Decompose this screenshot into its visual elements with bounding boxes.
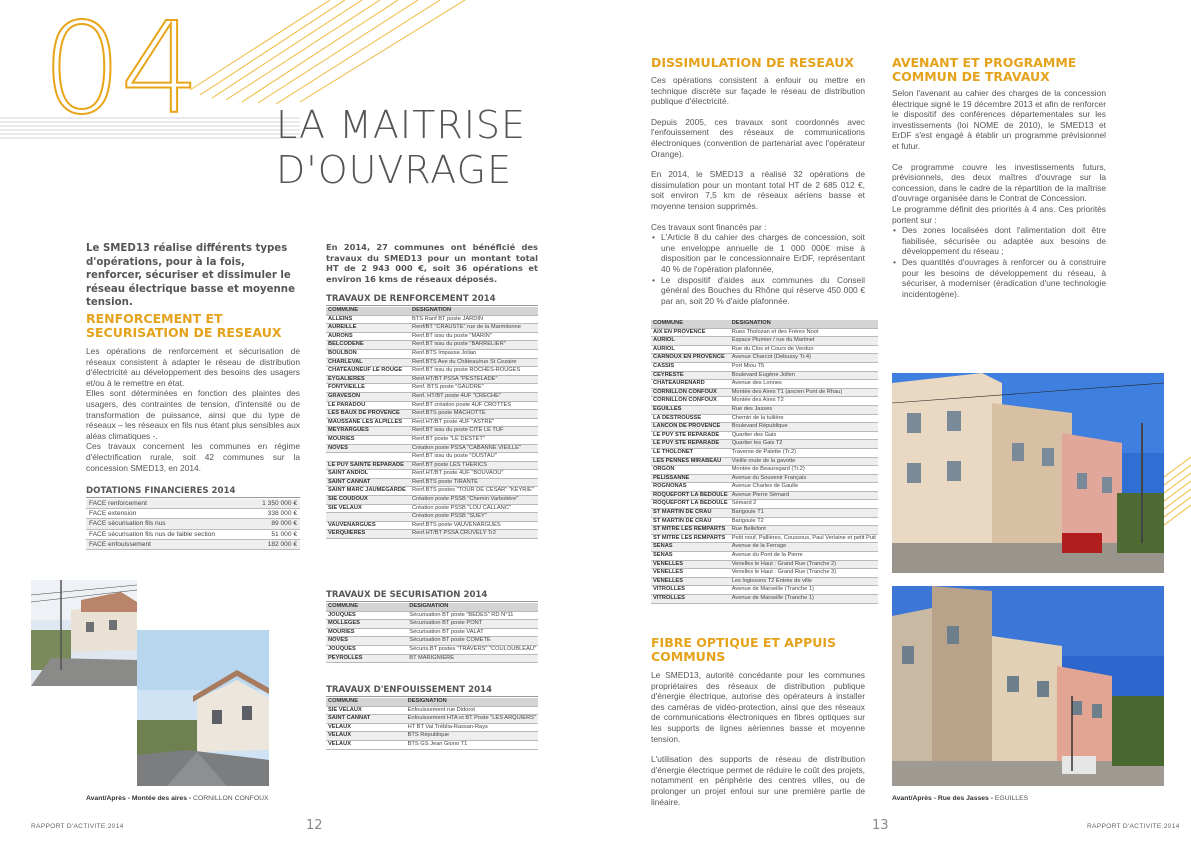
commune-cell: MOURIES: [326, 435, 410, 444]
commune-cell: SIE VELAUX: [326, 706, 406, 715]
table-row: [651, 371, 878, 380]
designation-cell: Montée de Beauregard (Tr.2): [730, 466, 878, 475]
designation-cell: Chemin de la tuilière: [730, 414, 878, 423]
dotation-row: [86, 499, 300, 509]
designation-cell: Avenue de la Ferrage: [730, 543, 878, 552]
designation-cell: Avenue de Marseille (Tranche 1): [730, 586, 878, 595]
dissimulation-table: COMMUNE DESIGNATION AIX EN PROVENCE Rues Tholozan et des Frères Noot AURIOL Espace Plumier / rue du Martinet AURIOL Rue du Clos et Cours de Verdun CARNOUX EN PROVENCE Avenue Charcot (Debussy Tr.4) CASSIS Port Miou T5 CEYRESTE Boulevard Eugène Jollen CHATEAURENARD Avenue des Lonnes CORNILLON CONFOUX Montée des Aires T1 (ancien Pont de Rhau) CORNILLON CONFOUX Montée des Aires T2 EGUILLES Rue des Jasses LA DESTROUSSE Chemin de la tuilière LANCON DE PROVENCE Boulevard République LE PUY STE REPARADE Quartier des Gais LE PUY STE REPARADE Quartier les Gais T2 LE THOLONET Traverse de Palette (Tr.2) LES PENNES MIRABEAU Vieille route de la gavotte ORGON Montée de Beauregard (Tr.2) PELISSANNE Avenue du Souvenir Français ROGNONAS Avenue Charles de Gaulle ROQUEFORT LA BEDOULE Avenue Pierre Sémard ROQUEFORT LA BEDOULE Sémard 2 ST MARTIN DE CRAU Barigoule T1 ST MARTIN DE CRAU Barigoule T2 ST MITRE LES REMPARTS Rue Bellefont ST MITRE LES REMPARTS Petit nouf, Pallières, Coussous, Paul Verlaine et petit Puit SENAS Avenue de la Ferrage SENAS Avenue du Pont de la Pierre VENELLES Venelles le Haut : Grand Rue (Tranche 2) VENELLES Venelles le Haut : Grand Rue (Tranche 3) VENELLES Les logissons T2 Entrée de ville VITROLLES Avenue de Marseille (Tranche 1) VITROLLES Avenue de Marseille (Tranche 1): [651, 320, 865, 604]
commune-cell: JOUQUES: [326, 611, 407, 620]
table-row: [326, 349, 538, 358]
commune-cell: LE PUY STE REPARADE: [651, 440, 730, 449]
designation-cell: Renf.HT/BT poste 4UF "BOUVAOU": [410, 470, 538, 479]
commune-cell: ST MARTIN DE CRAU: [651, 517, 730, 526]
enfouissement-table-title: TRAVAUX D'ENFOUISSEMENT 2014: [326, 685, 538, 697]
designation-cell: Création poste PSSB "Chemin Varbotière": [410, 496, 538, 505]
dissimulation-heading: DISSIMULATION DE RESEAUX: [651, 55, 855, 70]
photo-after-eguilles: [892, 586, 1164, 786]
commune-cell: NOVES: [326, 444, 410, 453]
table-row: [651, 517, 878, 526]
commune-cell: BOULBON: [326, 349, 410, 358]
commune-cell: MOLLEGES: [326, 620, 407, 629]
table-row: [651, 466, 878, 475]
page-number-right: 13: [872, 818, 889, 833]
commune-cell: EYGALIERES: [326, 375, 410, 384]
designation-cell: Venelles le Haut : Grand Rue (Tranche 3): [730, 569, 878, 578]
designation-cell: BTS GS Jean Giono T1: [406, 740, 538, 749]
renforcement-p1: Les opérations de renforcement et sécurisation de réseaux consistent à adapter le réseau de distribution d'électricité au développement des besoins des usagers et/ou à le remettre en état.: [86, 346, 300, 388]
table-row: [651, 440, 878, 449]
dissimulation-p3: En 2014, le SMED13 a réalisé 32 opérations de dissimulation pour un montant total HT de 2 685 012 €, soit environ 7,5 km de réseaux aériens basse et moyenne tension supprimés.: [651, 169, 865, 211]
commune-cell: VENELLES: [651, 560, 730, 569]
table-row: [326, 444, 538, 453]
table-row: [651, 509, 878, 518]
table-row: [326, 478, 538, 487]
commune-cell: VERQUIERES: [326, 530, 410, 539]
table-row: [326, 453, 538, 462]
table-row: [326, 418, 538, 427]
commune-cell: ROQUEFORT LA BEDOULE: [651, 500, 730, 509]
commune-cell: AUREILLE: [326, 324, 410, 333]
commune-cell: LA DESTROUSSE: [651, 414, 730, 423]
table-row: [326, 392, 538, 401]
designation-cell: Traverse de Palette (Tr.2): [730, 448, 878, 457]
dotation-label: FACE sécurisation fils nus: [86, 519, 249, 529]
commune-cell: ST MITRE LES REMPARTS: [651, 526, 730, 535]
renforcement-p2: Elles sont déterminées en fonction des plaintes des usagers, des contraintes de tension, d'intensité ou de transformation de puissance, ainsi que du type de réseaux – les réseaux en fils nus étant plus sensibles aux aléas climatiques -.: [86, 388, 300, 441]
table-row: [326, 620, 538, 629]
designation-cell: Avenue des Lonnes: [730, 380, 878, 389]
table-row: [651, 500, 878, 509]
dotation-value: 1 350 000 €: [249, 499, 300, 509]
table-row: [651, 483, 878, 492]
table-row: [326, 637, 538, 646]
table-row: [326, 332, 538, 341]
fibre-heading: FIBRE OPTIQUE ET APPUIS COMMUNS: [651, 635, 837, 664]
designation-cell: Renf.BT issu du poste CITE LE TUF: [410, 427, 538, 436]
securisation-table-title: TRAVAUX DE SECURISATION 2014: [326, 590, 538, 602]
commune-cell: AURIOL: [651, 345, 730, 354]
designation-cell: Renf.BT issu du poste "MARIN": [410, 332, 538, 341]
table-row: [651, 405, 878, 414]
avenant-p2: Ce programme couvre les investissements futurs, prévisionnels, des deux maîtres d'ouvrage sur la concession, dans le cadre de la répartition de la maîtrise d'ouvrage organisée dans le Contrat de Concession.: [892, 161, 1106, 204]
table-row: [326, 504, 538, 513]
caption-left: Avant/Après - Montée des aires - CORNILLON CONFOUX: [86, 795, 269, 802]
table-row: [651, 569, 878, 578]
table-row: [651, 337, 878, 346]
fibre-p2: L'utilisation des supports de réseau de distribution d'énergie électrique permet de réduire le coût des projets, notamment en périphérie des centres villes, ou de prolonger un projet enfoui sur une première partie de linéaire.: [651, 754, 865, 807]
designation-cell: Renf/BT "CRAUSTE" rue de la Marmitonne: [410, 324, 538, 333]
financing-intro: Ces travaux sont financés par :: [651, 221, 767, 232]
table-row: [326, 487, 538, 496]
table-row: [651, 586, 878, 595]
dissimulation-p1: Ces opérations consistent à enfouir ou mettre en technique discrète sur façade le réseau de distribution publique d'électricité.: [651, 75, 865, 107]
designation-cell: Sécurisation BT poste "BEDES" RD N°11: [407, 611, 538, 620]
table-row: [326, 645, 538, 654]
designation-cell: BTS Ranf BT poste JARDIN: [410, 315, 538, 324]
table-row: [326, 530, 538, 539]
designation-cell: Renf. BTS poste "GAUDRE": [410, 384, 538, 393]
table-row: [326, 715, 538, 724]
table-row: [651, 354, 878, 363]
designation-cell: Renf.BT poste LES THERICS: [410, 461, 538, 470]
commune-cell: SAINT CANNAT: [326, 478, 410, 487]
commune-cell: NOVES: [326, 637, 407, 646]
avenant-p1: Selon l'avenant au cahier des charges de la concession électrique signé le 19 décembre 2013 et afin de renforcer le dispositif des conférences départementales sur les investissements (loi NOME de 2010), le SMED13 et ErDF s'est engagé à établir un programme prévisionnel et futur.: [892, 88, 1106, 151]
renforcement-section: [86, 312, 300, 473]
designation-cell: Avenue du Pont de la Pierre: [730, 552, 878, 561]
dissimulation-section: [651, 56, 865, 306]
commune-cell: AURIOL: [651, 337, 730, 346]
commune-cell: CARNOUX EN PROVENCE: [651, 354, 730, 363]
dotation-label: FACE enfouissement: [86, 539, 249, 549]
table-row: [326, 740, 538, 749]
fibre-p1: Le SMED13, autorité concédante pour les communes propriétaires des réseaux de distribution publique d'énergie électrique, autorise des opérateurs à installer des caméras de vidéo-protection, ainsi que des réseaux de communications électroniques en fibres optiques sur les supports de lignes aériennes basse et moyenne tension.: [651, 670, 865, 744]
table-row: [651, 534, 878, 543]
commune-cell: FONTVIEILLE: [326, 384, 410, 393]
dotation-row: [86, 509, 300, 519]
dotation-label: FACE sécurisation fils nus de faible section: [86, 529, 249, 539]
designation-cell: Avenue Charcot (Debussy Tr.4): [730, 354, 878, 363]
designation-cell: Renf.BTS Ave du Château/rue St Cezaire: [410, 358, 538, 367]
table-row: [651, 397, 878, 406]
designation-cell: Création poste PSSA "CABANNE VIEILLE": [410, 444, 538, 453]
priority-item-2: • Des quantités d'ouvrages à renforcer ou à construire pour les besoins de développement du réseau, à sécuriser, à moderniser (éradication d'une technologie incidentogène).: [892, 257, 1106, 299]
dissimulation-p2: Depuis 2005, ces travaux sont coordonnés avec l'enfouissement des réseaux de communications électroniques (convention de partenariat avec l'opérateur Orange).: [651, 116, 865, 159]
dotation-label: FACE renforcement: [86, 499, 249, 509]
table-row: [326, 723, 538, 732]
designation-cell: Sémard 2: [730, 500, 878, 509]
designation-cell: Renf.HT/BT poste 4UF "ASTRE": [410, 418, 538, 427]
commune-cell: LE PUY SAINTE REPARADE: [326, 461, 410, 470]
designation-cell: Quartier des Gais: [730, 431, 878, 440]
commune-cell: MOURIES: [326, 628, 407, 637]
dotation-row: [86, 539, 300, 549]
dotation-label: FACE extension: [86, 509, 249, 519]
dotation-value: 338 000 €: [249, 509, 300, 519]
intro-section: [86, 242, 302, 310]
table-row: [326, 341, 538, 350]
table-row: [651, 595, 878, 604]
commune-cell: LES BAUX DE PROVENCE: [326, 410, 410, 419]
table-row: [326, 732, 538, 741]
footer-left: RAPPORT D'ACTIVITE 2014: [31, 823, 124, 830]
chapter-number: 04: [42, 0, 199, 142]
designation-cell: Boulevard Eugène Jollen: [730, 371, 878, 380]
dotations-title: DOTATIONS FINANCIERES 2014: [86, 486, 300, 498]
designation-cell: Enfouissement HTA et BT Poste "LES ARQUIERS": [406, 715, 538, 724]
designation-cell: Petit nouf, Pallières, Coussous, Paul Verlaine et petit Puit: [730, 534, 878, 543]
table-row: [326, 654, 538, 663]
table-row: [326, 435, 538, 444]
table-row: [651, 491, 878, 500]
table-row: [651, 388, 878, 397]
commune-cell: ALLEINS: [326, 315, 410, 324]
commune-cell: CASSIS: [651, 362, 730, 371]
designation-cell: Port Miou T5: [730, 362, 878, 371]
chapter-title: LA MAITRISE D'OUVRAGE: [276, 103, 527, 192]
table-row: [326, 384, 538, 393]
commune-cell: SIE COUDOUX: [326, 496, 410, 505]
designation-cell: Vieille route de la gavotte: [730, 457, 878, 466]
table-row: [326, 521, 538, 530]
commune-cell: VELAUX: [326, 723, 406, 732]
commune-cell: LE PARADOU: [326, 401, 410, 410]
dotation-value: 51 000 €: [249, 529, 300, 539]
designation-cell: Rues Tholozan et des Frères Noot: [730, 328, 878, 337]
commune-cell: JOUQUES: [326, 645, 407, 654]
designation-cell: Rue des Jasses: [730, 405, 878, 414]
designation-cell: Barigoule T1: [730, 509, 878, 518]
designation-cell: Renf.BT issu du poste "BARRELIER": [410, 341, 538, 350]
financing-item-2: • Le dispositif d'aides aux communes du Conseil général des Bouches du Rhône qui réserve 450 000 € par an, soit 20 % d'aide plafonnée.: [651, 275, 865, 307]
table-row: [651, 380, 878, 389]
designation-cell: Sécurisation BT poste COMETE: [407, 637, 538, 646]
dotation-row: [86, 529, 300, 539]
designation-cell: Sécurisation BT poste VALAT: [407, 628, 538, 637]
commune-cell: [326, 513, 410, 522]
designation-cell: Renf.BT poste "LE DESTET": [410, 435, 538, 444]
commune-cell: BELCODENE: [326, 341, 410, 350]
commune-cell: ST MITRE LES REMPARTS: [651, 534, 730, 543]
commune-cell: CHATEAUNEUF LE ROUGE: [326, 367, 410, 376]
designation-cell: Avenue de Marseille (Tranche 1): [730, 595, 878, 604]
designation-cell: Renf.BTS poste MACHOTTE: [410, 410, 538, 419]
designation-cell: Rue Bellefont: [730, 526, 878, 535]
designation-cell: Barigoule T2: [730, 517, 878, 526]
designation-cell: Rue du Clos et Cours de Verdun: [730, 345, 878, 354]
table-row: [326, 375, 538, 384]
commune-cell: VELAUX: [326, 740, 406, 749]
designation-cell: Boulevard République: [730, 423, 878, 432]
designation-cell: Renf.BTS poste VAUVENARGUES: [410, 521, 538, 530]
table-row: [326, 611, 538, 620]
table-row: [326, 470, 538, 479]
table-row: [326, 461, 538, 470]
designation-cell: HT BT Val Tréblia-Rassan-Rays: [406, 723, 538, 732]
commune-cell: VITROLLES: [651, 595, 730, 604]
table-row: [651, 345, 878, 354]
dotation-value: 89 000 €: [249, 519, 300, 529]
commune-cell: VITROLLES: [651, 586, 730, 595]
col2-lead: En 2014, 27 communes ont bénéficié des travaux du SMED13 pour un montant total HT de 2 943 000 €, soit 36 opérations et environ 16 kms de réseaux déposés.: [326, 242, 538, 284]
table-row: [326, 706, 538, 715]
avenant-heading: AVENANT ET PROGRAMME COMMUN DE TRAVAUX: [892, 55, 1077, 84]
commune-cell: AURONS: [326, 332, 410, 341]
commune-cell: PELISSANNE: [651, 474, 730, 483]
photo-before-eguilles: [892, 373, 1164, 573]
designation-cell: Renf.BTS postes "TOUR DE CESAR" "KEYRIE": [410, 487, 538, 496]
commune-cell: SAINT CANNAT: [326, 715, 406, 724]
commune-cell: SIE VELAUX: [326, 504, 410, 513]
dotation-value: 182 000 €: [249, 539, 300, 549]
renforcement-heading: RENFORCEMENT ET SECURISATION DE RESEAUX: [86, 311, 282, 340]
designation-cell: Les logissons T2 Entrée de ville: [730, 577, 878, 586]
commune-cell: GRAVESON: [326, 392, 410, 401]
dotation-row: [86, 519, 300, 529]
designation-cell: Espace Plumier / rue du Martinet: [730, 337, 878, 346]
commune-cell: CHATEAURENARD: [651, 380, 730, 389]
commune-cell: MEYRARGUES: [326, 427, 410, 436]
table-row: [651, 543, 878, 552]
table-row: [326, 401, 538, 410]
commune-cell: MAUSSANE LES ALPILLES: [326, 418, 410, 427]
table-row: [651, 362, 878, 371]
commune-cell: AIX EN PROVENCE: [651, 328, 730, 337]
table-row: [651, 431, 878, 440]
securisation-table: TRAVAUX DE SECURISATION 2014 COMMUNE DESIGNATION JOUQUES Sécurisation BT poste "BEDES" RD N°11 MOLLEGES Sécurisation BT poste PONT MOURIES Sécurisation BT poste VALAT NOVES Sécurisation BT poste COMETE JOUQUES Sécuris.BT postes "TRAVERS" "COULOUBLEAU" PEYROLLES BT MARIGNIERE: [326, 590, 538, 663]
commune-cell: CHARLEVAL: [326, 358, 410, 367]
commune-cell: VELAUX: [326, 732, 406, 741]
commune-cell: SENAS: [651, 552, 730, 561]
table-row: [326, 427, 538, 436]
designation-cell: Renf.HT/BT PSSA CRUVELY Tr2: [410, 530, 538, 539]
designation-cell: Montée des Aires T2: [730, 397, 878, 406]
designation-cell: BT MARIGNIERE: [407, 654, 538, 663]
table-row: [651, 448, 878, 457]
commune-cell: ROQUEFORT LA BEDOULE: [651, 491, 730, 500]
table-row: [326, 628, 538, 637]
designation-cell: Renf.BTS Impasse Jolian: [410, 349, 538, 358]
table-row: [651, 526, 878, 535]
designation-cell: Enfouissement rue Didorot: [406, 706, 538, 715]
designation-cell: Renf.BT issu du poste "OUSTAU": [410, 453, 538, 462]
renforcement-table: TRAVAUX DE RENFORCEMENT 2014 COMMUNE DESIGNATION ALLEINS BTS Ranf BT poste JARDIN AUREILLE Renf/BT "CRAUSTE" rue de la Marmitonne AURONS Renf.BT issu du poste "MARIN" BELCODENE Renf.BT issu du poste "BARRELIER" BOULBON Renf.BTS Impasse Jolian CHARLEVAL Renf.BTS Ave du Château/rue St Cezaire CHATEAUNEUF LE ROUGE Renf.BT issu du poste ROCHES-ROUGES EYGALIERES Renf.HT/BT PSSA "PESTELADE" FONTVIEILLE Renf. BTS poste "GAUDRE" GRAVESON Renf. HT/BT poste 4UF "CRECHE" LE PARADOU Renf.BT création poste 4UF CROTTES LES BAUX DE PROVENCE Renf.BTS poste MACHOTTE MAUSSANE LES ALPILLES Renf.HT/BT poste 4UF "ASTRE" MEYRARGUES Renf.BT issu du poste CITE LE TUF MOURIES Renf.BT poste "LE DESTET" NOVES Création poste PSSA "CABANNE VIEILLE" Renf.BT issu du poste "OUSTAU" LE PUY SAINTE REPARADE Renf.BT poste LES THERICS SAINT ANDIOL Renf.HT/BT poste 4UF "BOUVAOU" SAINT CANNAT Renf.BTS poste TIRANTE SAINT MARC JAUMEGARDE Renf.BTS postes "TOUR DE CESAR" "KEYRIE" SIE COUDOUX Création poste PSSB "Chemin Varbotière" SIE VELAUX Création poste PSSB "LOU CALLANC" Création poste PSSB "SUEY" VAUVENARGUES Renf.BTS poste VAUVENARGUES VERQUIERES Renf.HT/BT PSSA CRUVELY Tr2: [326, 294, 538, 539]
caption-right: Avant/Après - Rue des Jasses - EGUILLES: [892, 795, 1029, 802]
table-row: [651, 423, 878, 432]
designation-cell: Avenue du Souvenir Français: [730, 474, 878, 483]
table-row: [651, 457, 878, 466]
table-row: [651, 577, 878, 586]
designation-cell: Sécuris.BT postes "TRAVERS" "COULOUBLEAU": [407, 645, 538, 654]
table-row: [326, 367, 538, 376]
intro-lead: Le SMED13 réalise différents types d'opérations, pour à la fois, renforcer, sécuriser et dissimuler le réseau électrique basse et moyenne tension.: [86, 243, 295, 308]
photo-after-cornillon: [137, 630, 269, 786]
renforcement-p3: Ces travaux concernent les communes en régime d'électrification rurale, soit 42 communes sur la concession SMED13, en 2014.: [86, 441, 300, 473]
commune-cell: SAINT ANDIOL: [326, 470, 410, 479]
commune-cell: LES PENNES MIRABEAU: [651, 457, 730, 466]
commune-cell: VENELLES: [651, 577, 730, 586]
designation-cell: Avenue Charles de Gaulle: [730, 483, 878, 492]
commune-cell: ST MARTIN DE CRAU: [651, 509, 730, 518]
footer-right: RAPPORT D'ACTIVITE 2014: [1087, 823, 1180, 830]
table-row: [651, 474, 878, 483]
table-row: [326, 358, 538, 367]
designation-cell: Sécurisation BT poste PONT: [407, 620, 538, 629]
designation-cell: Montée des Aires T1 (ancien Pont de Rhau): [730, 388, 878, 397]
commune-cell: ROGNONAS: [651, 483, 730, 492]
photo-before-cornillon: [31, 580, 137, 686]
table-row: [326, 315, 538, 324]
designation-cell: Renf.BTS poste TIRANTE: [410, 478, 538, 487]
commune-cell: LE PUY STE REPARADE: [651, 431, 730, 440]
table-row: [651, 414, 878, 423]
commune-cell: CORNILLON CONFOUX: [651, 388, 730, 397]
commune-cell: [326, 453, 410, 462]
commune-cell: LANCON DE PROVENCE: [651, 423, 730, 432]
commune-cell: VENELLES: [651, 569, 730, 578]
designation-cell: BTS République: [406, 732, 538, 741]
enfouissement-table: TRAVAUX D'ENFOUISSEMENT 2014 COMMUNE DESIGNATION SIE VELAUX Enfouissement rue Didorot SAINT CANNAT Enfouissement HTA et BT Poste "LES ARQUIERS" VELAUX HT BT Val Tréblia-Rassan-Rays VELAUX BTS République VELAUX BTS GS Jean Giono T1: [326, 685, 538, 750]
table-row: [651, 560, 878, 569]
table-row: [651, 328, 878, 337]
renforcement-table-title: TRAVAUX DE RENFORCEMENT 2014: [326, 294, 538, 306]
dotations-table: [86, 486, 300, 550]
commune-cell: ORGON: [651, 466, 730, 475]
priorities-list: [892, 225, 1106, 299]
commune-cell: CEYRESTE: [651, 371, 730, 380]
designation-cell: Avenue Pierre Sémard: [730, 491, 878, 500]
commune-cell: PEYROLLES: [326, 654, 407, 663]
page-number-left: 12: [306, 818, 323, 833]
financing-list: [651, 232, 865, 306]
table-row: [326, 513, 538, 522]
designation-cell: Quartier les Gais T2: [730, 440, 878, 449]
designation-cell: Création poste PSSB "LOU CALLANC": [410, 504, 538, 513]
table-row: [651, 552, 878, 561]
commune-cell: SENAS: [651, 543, 730, 552]
commune-cell: CORNILLON CONFOUX: [651, 397, 730, 406]
fibre-section: [651, 636, 865, 807]
financing-item-1: • L'Article 8 du cahier des charges de concession, soit une enveloppe annuelle de 1 000 000€ mise à disposition par le concessionnaire ErDF, représentant 40 % de l'opération plafonnée,: [651, 232, 865, 274]
table-row: [326, 324, 538, 333]
table-row: [326, 496, 538, 505]
designation-cell: Renf.BT création poste 4UF CROTTES: [410, 401, 538, 410]
avenant-section: [892, 56, 1106, 299]
priority-item-1: • Des zones localisées dont l'alimentation doit être fiabilisée, sécurisée ou adaptée aux besoins de développement du réseau ;: [892, 225, 1106, 257]
commune-cell: EGUILLES: [651, 405, 730, 414]
designation-cell: Renf.BT issu du poste ROCHES-ROUGES: [410, 367, 538, 376]
designation-cell: Création poste PSSB "SUEY": [410, 513, 538, 522]
designation-cell: Venelles le Haut : Grand Rue (Tranche 2): [730, 560, 878, 569]
commune-cell: LE THOLONET: [651, 448, 730, 457]
commune-cell: VAUVENARGUES: [326, 521, 410, 530]
commune-cell: SAINT MARC JAUMEGARDE: [326, 487, 410, 496]
designation-cell: Renf. HT/BT poste 4UF "CRECHE": [410, 392, 538, 401]
designation-cell: Renf.HT/BT PSSA "PESTELADE": [410, 375, 538, 384]
table-row: [326, 410, 538, 419]
avenant-p3: Le programme définit des priorités à 4 ans. Ces priorités portent sur :: [892, 203, 1106, 225]
